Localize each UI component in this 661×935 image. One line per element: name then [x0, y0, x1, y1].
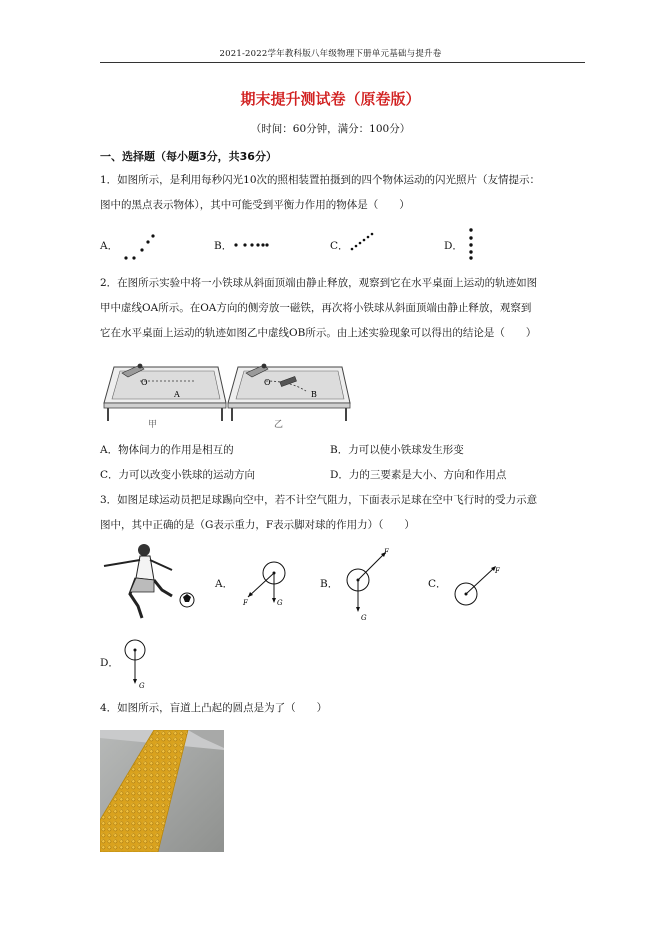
q2-option-a: A．物体间力的作用是相互的 [100, 444, 234, 456]
force-label-f-c: F [495, 567, 500, 575]
q3-option-c-label: C． [428, 578, 447, 590]
section-heading: 一、选择题（每小题3分，共36分） [100, 150, 277, 163]
q1-option-d-label: D． [444, 240, 463, 252]
q3-option-a-label: A． [215, 578, 234, 590]
q2-option-d: D．力的三要素是大小、方向和作用点 [330, 469, 507, 481]
exam-title: 期末提升测试卷（原卷版） [240, 90, 421, 108]
q2-text-line2: 甲中虚线OA所示。在OA方向的侧旁放一磁铁，再次将小铁球从斜面顶端由静止释放，观察到 [100, 302, 532, 314]
page-header: 2021-2022学年教科版八年级物理下册单元基础与提升卷 [219, 49, 442, 59]
q2-experiment-figure [100, 355, 360, 430]
q1-option-c-figure [348, 231, 378, 253]
q3-text-line1: 3．如图足球运动员把足球踢向空中，若不计空气阻力，下面表示足球在空中飞行时的受力示意 [100, 494, 538, 506]
table-yi [228, 364, 350, 421]
force-label-g-a: G [277, 599, 283, 607]
q3-option-b-diagram [340, 546, 390, 622]
label-a: A [174, 390, 180, 399]
q1-text-line2: 图中的黑点表示物体），其中可能受到平衡力作用的物体是（ ） [100, 199, 410, 211]
q1-option-a-figure [122, 228, 162, 262]
q4-tactile-paving-photo [100, 730, 224, 852]
q3-option-b-label: B． [320, 578, 339, 590]
q3-option-d-diagram [122, 638, 158, 690]
table-jia [104, 364, 226, 421]
q2-text-line3: 它在水平桌面上运动的轨迹如图乙中虚线OB所示。由上述实验现象可以得出的结论是（ ） [100, 327, 537, 339]
q1-option-b-figure [233, 236, 273, 250]
q1-option-a-label: A． [100, 240, 119, 252]
label-yi: 乙 [274, 420, 284, 430]
header-divider [100, 62, 585, 63]
force-label-f-a: F [243, 599, 248, 607]
q3-option-d-label: D． [100, 657, 119, 669]
q3-text-line2: 图中，其中正确的是（G表示重力，F表示脚对球的作用力）（ ） [100, 519, 415, 531]
q3-soccer-player-figure [100, 542, 208, 622]
q1-option-b-label: B． [214, 240, 233, 252]
label-o-jia: O [141, 378, 148, 387]
q4-text-line1: 4．如图所示，盲道上凸起的圆点是为了（ ） [100, 702, 328, 714]
q1-text-line1: 1．如图所示，是利用每秒闪光10次的照相装置拍摄到的四个物体运动的闪光照片（友情提示： [100, 174, 541, 186]
q1-option-d-figure [465, 226, 477, 262]
q2-option-c: C．力可以改变小铁球的运动方向 [100, 469, 256, 481]
q2-text-line1: 2．在图所示实验中将一小铁球从斜面顶端由静止释放，观察到它在水平桌面上运动的轨迹如图 [100, 277, 538, 289]
q3-option-a-diagram [238, 555, 294, 611]
label-jia: 甲 [148, 420, 158, 430]
exam-subtitle: （时间：60分钟，满分：100分） [250, 123, 411, 135]
force-label-g-d: G [139, 682, 145, 690]
force-label-f-b: F [384, 548, 389, 556]
label-o-yi: O [264, 378, 271, 387]
label-b: B [311, 390, 317, 399]
force-label-g-b: G [361, 614, 367, 622]
q2-option-b: B．力可以使小铁球发生形变 [330, 444, 464, 456]
q3-option-c-diagram [450, 562, 506, 612]
q1-option-c-label: C． [330, 240, 349, 252]
